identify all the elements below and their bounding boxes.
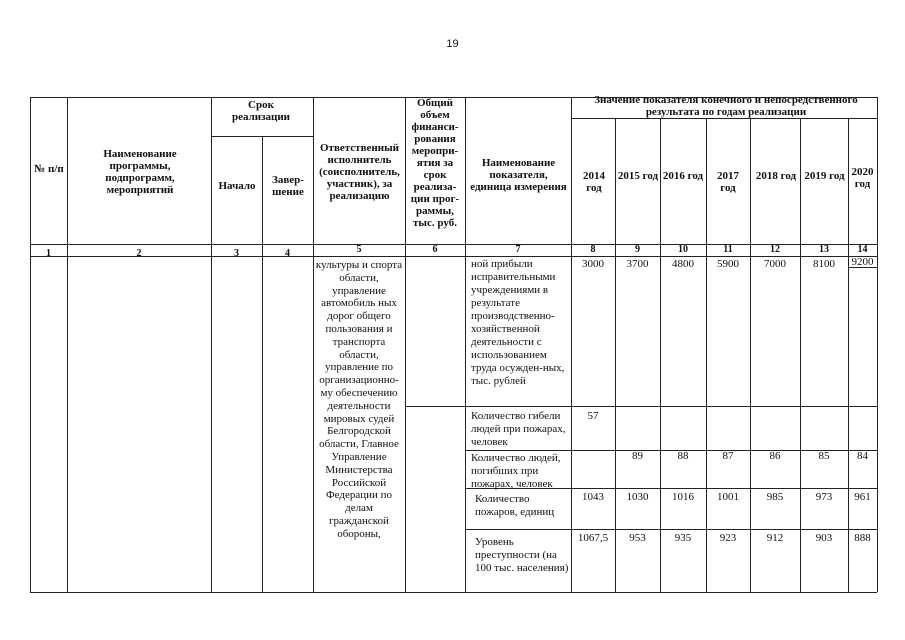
value-cell: 4800 xyxy=(672,258,694,270)
indicator-cell: Количество пожаров, единиц xyxy=(475,493,555,518)
value-cell: 1043 xyxy=(582,491,604,503)
col-number: 6 xyxy=(432,244,438,255)
header-num: № п/п xyxy=(34,163,64,175)
col-number: 11 xyxy=(723,244,733,255)
col-number: 4 xyxy=(285,248,290,259)
value-cell: 961 xyxy=(854,491,871,503)
header-year-2018: 2018 год xyxy=(755,170,797,182)
responsible-cell: культуры и спорта области, управление автомобиль ных дорог общего пользования и транспорта области, управление по организационно-му обеспечению деятельности мировых судей Белгородской области, Главное Управление Министерства Российской Федерации по делам гражданской обороны, xyxy=(315,259,403,540)
value-cell: 57 xyxy=(587,410,599,422)
col-number: 1 xyxy=(46,248,51,259)
header-year-2020: 2020 год xyxy=(851,166,874,190)
value-cell: 923 xyxy=(719,532,737,544)
value-cell: 85 xyxy=(818,450,830,462)
value-cell: 5900 xyxy=(717,258,739,270)
value-cell: 912 xyxy=(766,532,784,544)
value-cell: 888 xyxy=(854,532,871,544)
col-number: 7 xyxy=(515,244,521,255)
header-period: Срок реализации xyxy=(231,99,291,123)
value-cell: 3000 xyxy=(582,258,604,270)
value-cell: 1016 xyxy=(672,491,694,503)
value-cell: 89 xyxy=(632,450,643,462)
value-cell: 973 xyxy=(815,491,833,503)
header-start: Начало xyxy=(218,180,256,192)
header-values-group: Значение показателя конечного и непосредственного результата по годам реализации xyxy=(594,94,858,118)
value-cell: 1030 xyxy=(626,491,649,503)
page-number: 19 xyxy=(446,38,459,50)
indicator-cell: Уровень преступности (на 100 тыс. населения) xyxy=(475,536,569,574)
value-cell: 985 xyxy=(766,491,784,503)
col-number: 12 xyxy=(770,244,780,255)
col-number: 10 xyxy=(678,244,688,255)
value-cell: 1067,5 xyxy=(577,532,609,544)
indicator-cell: ной прибыли исправительными учреждениями в результате производственно-хозяйственной деятельности с использованием труда осужден-ных, тыс. рублей xyxy=(471,258,565,387)
indicator-cell: Количество гибели людей при пожарах, человек xyxy=(471,410,566,448)
header-end: Завер-шение xyxy=(272,174,304,198)
value-cell: 3700 xyxy=(626,258,649,270)
header-responsible: Ответственный исполнитель (соисполнитель, участник), за реализацию xyxy=(319,142,400,202)
header-year-2014: 2014 год xyxy=(583,170,605,194)
value-cell: 9200 xyxy=(851,256,874,268)
header-year-2016: 2016 год xyxy=(662,170,704,182)
indicator-cell: Количество людей, погибших при пожарах, человек xyxy=(471,452,561,490)
col-number: 14 xyxy=(857,244,868,255)
value-cell: 935 xyxy=(674,532,692,544)
col-number: 2 xyxy=(136,248,142,259)
col-number: 3 xyxy=(234,248,239,259)
header-indicator: Наименование показателя, единица измерения xyxy=(470,157,567,193)
value-cell: 86 xyxy=(769,450,781,462)
value-cell: 1001 xyxy=(717,491,739,503)
value-cell: 84 xyxy=(857,450,868,462)
header-name: Наименование программы, подпрограмм, мероприятий xyxy=(103,148,177,196)
value-cell: 87 xyxy=(722,450,734,462)
value-cell: 8100 xyxy=(813,258,835,270)
header-volume: Общий объем финанси-рования меропри-ятия за срок реализа-ции прог-раммы, тыс. руб. xyxy=(410,97,460,229)
col-number: 9 xyxy=(635,244,640,255)
col-number: 13 xyxy=(819,244,829,255)
header-year-2015: 2015 год xyxy=(617,170,659,182)
col-number: 5 xyxy=(356,244,362,255)
value-cell: 7000 xyxy=(764,258,786,270)
col-number: 8 xyxy=(590,244,596,255)
value-cell: 88 xyxy=(677,450,689,462)
value-cell: 903 xyxy=(815,532,833,544)
header-year-2017: 2017 год xyxy=(717,170,739,194)
header-year-2019: 2019 год xyxy=(804,170,845,182)
value-cell: 953 xyxy=(629,532,646,544)
